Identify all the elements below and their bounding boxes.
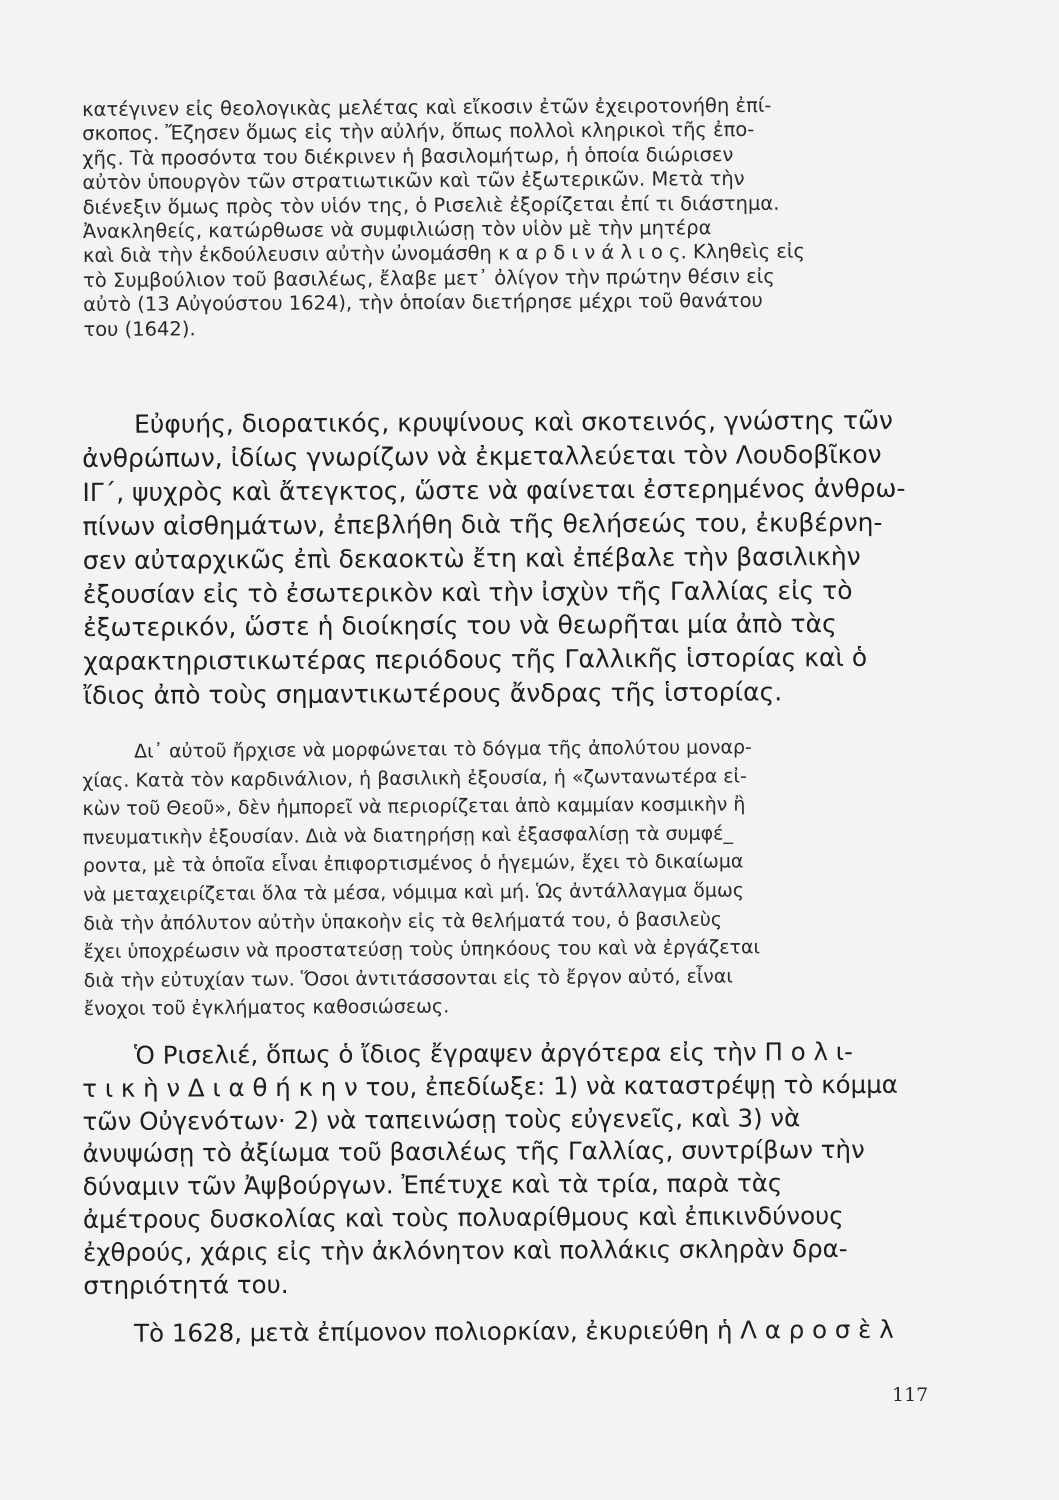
text-line: σεν αὐταρχικῶς ἐπὶ δεκαοκτὼ ἔτη καὶ ἐπέβαλε τὴν βασιλικὴν: [82, 541, 861, 575]
text-line: κατέγινεν εἰς θεολογικὰς μελέτας καὶ εἴκοσιν ἐτῶν ἐχειροτονήθη ἐπί-: [82, 93, 772, 121]
text-line: ΙΓ´, ψυχρὸς καὶ ἄτεγκτος, ὥστε νὰ φαίνεται ἐστερημένος ἀνθρω-: [82, 473, 906, 507]
page-number: 117: [892, 1384, 929, 1406]
text-line: χίας. Κατὰ τὸν καρδινάλιον, ἡ βασιλικὴ ἐξουσία, ἡ «ζωντανωτέρα εἰ-: [82, 764, 747, 792]
text-line: χαρακτηριστικωτέρας περιόδους τῆς Γαλλικῆς ἱστορίας καὶ ὁ: [83, 643, 868, 677]
text-line: χῆς. Τὰ προσόντα του διέκρινεν ἡ βασιλομήτωρ, ἡ ὁποία διώρισεν: [82, 142, 734, 170]
paragraph-large-3: [82, 1314, 922, 1350]
text-line: αὐτὸν ὑπουργὸν τῶν στρατιωτικῶν καὶ τῶν ἐξωτερικῶν. Μετὰ τὴν: [82, 167, 745, 195]
text-line: κὼν τοῦ Θεοῦ», δὲν ἠμπορεῖ νὰ περιορίζεται ἀπὸ καμμίαν κοσμικὴν ἢ: [82, 793, 746, 821]
text-line: του (1642).: [83, 316, 196, 341]
text-line: δύναμιν τῶν Ἀψβούργων. Ἐπέτυχε καὶ τὰ τρία, παρὰ τὰς: [82, 1168, 783, 1202]
text-line: ἴδιος ἀπὸ τοὺς σημαντικωτέρους ἄνδρας τῆς ἱστορίας.: [83, 677, 783, 711]
text-line: ἔνοχοι τοῦ ἐγκλήματος καθοσιώσεως.: [83, 995, 450, 1021]
text-line: τ ι κ ὴ ν Δ ι α θ ή κ η ν του, ἐπεδίωξε: 1) νὰ καταστρέψῃ τὸ κόμμα: [82, 1069, 898, 1103]
text-line: στηριότητά του.: [83, 1269, 289, 1300]
text-line: ἀμέτρους δυσκολίας καὶ τοὺς πολυαρίθμους καὶ ἐπικινδύνους: [82, 1200, 844, 1234]
text-line: διὰ τὴν εὐτυχίαν των. Ὅσοι ἀντιτάσσονται εἰς τὸ ἔργον αὐτό, εἶναι: [83, 965, 733, 992]
paragraph-large-1: [82, 404, 924, 714]
text-line: Δι᾽ αὐτοῦ ἤρχισε νὰ μορφώνεται τὸ δόγμα τῆς ἀπολύτου μοναρ-: [134, 736, 752, 763]
text-line: Ὁ Ρισελιέ, ὅπως ὁ ἴδιος ἔγραψεν ἀργότερα εἰς τὴν Π ο λ ι-: [134, 1036, 853, 1070]
text-line: νὰ μεταχειρίζεται ὅλα τὰ μέσα, νόμιμα καὶ μή. Ὡς ἀντάλλαγμα ὅμως: [83, 879, 745, 906]
text-line: αὐτὸ (13 Αὐγούστου 1624), τὴν ὁποίαν διετήρησε μέχρι τοῦ θανάτου: [83, 289, 763, 317]
text-line: Τὸ 1628, μετὰ ἐπίμονον πολιορκίαν, ἐκυριεύθη ἡ Λ α ρ ο σ ὲ λ: [134, 1314, 894, 1348]
text-line: καὶ διὰ τὴν ἐκδούλευσιν αὐτὴν ὠνομάσθη κ α ρ δ ι ν ά λ ι ο ς. Κληθεὶς εἰς: [82, 240, 805, 268]
text-line: σκοπος. Ἔζησεν ὅμως εἰς τὴν αὐλήν, ὅπως πολλοὶ κληρικοὶ τῆς ἐπο-: [82, 118, 755, 146]
text-line: ἀνυψώσῃ τὸ ἀξίωμα τοῦ βασιλέως τῆς Γαλλίας, συντρίβων τὴν: [82, 1135, 865, 1169]
text-line: τὸ Συμβούλιον τοῦ βασιλέως, ἔλαβε μετ᾽ ὀλίγον τὴν πρώτην θέσιν εἰς: [83, 264, 775, 292]
text-line: ἐχθρούς, χάρις εἰς τὴν ἀκλόνητον καὶ πολλάκις σκληρὰν δρα-: [83, 1233, 848, 1267]
paragraph-large-2: [82, 1036, 923, 1303]
text-line: ἀνθρώπων, ἰδίως γνωρίζων νὰ ἐκμεταλλεύεται τὸν Λουδοβῖκον: [82, 439, 882, 473]
text-line: πίνων αἰσθημάτων, ἐπεβλήθη διὰ τῆς θελήσεώς του, ἐκυβέρνη-: [82, 507, 883, 541]
text-line: διὰ τὴν ἀπόλυτον αὐτὴν ὑπακοὴν εἰς τὰ θελήματά του, ὁ βασιλεὺς: [83, 908, 723, 935]
text-line: ροντα, μὲ τὰ ὁποῖα εἶναι ἐπιφορτισμένος ὁ ἡγεμών, ἔχει τὸ δικαίωμα: [82, 850, 744, 878]
text-line: τῶν Οὐγενότων· 2) νὰ ταπεινώσῃ τοὺς εὐγενεῖς, καὶ 3) νὰ: [82, 1102, 801, 1136]
text-line: ἔχει ὑποχρέωσιν νὰ προστατεύσῃ τοὺς ὑπηκόους του καὶ νὰ ἐργάζεται: [83, 936, 760, 964]
paragraph-small-2: [82, 732, 924, 1024]
text-line: ἐξωτερικόν, ὥστε ἡ διοίκησίς του νὰ θεωρῆται μία ἀπὸ τὰς: [83, 609, 837, 643]
text-line: Εὐφυής, διορατικός, κρυψίνους καὶ σκοτεινός, γνώστης τῶν: [134, 405, 894, 439]
paragraph-small-1: [82, 93, 923, 342]
text-line: Ἀνακληθείς, κατώρθωσε νὰ συμφιλιώσῃ τὸν υἱὸν μὲ τὴν μητέρα: [82, 216, 712, 244]
text-line: πνευματικὴν ἐξουσίαν. Διὰ νὰ διατηρήσῃ καὶ ἐξασφαλίσῃ τὰ συμφέ_: [82, 822, 733, 849]
text-line: ἐξουσίαν εἰς τὸ ἐσωτερικὸν καὶ τὴν ἰσχὺν τῆς Γαλλίας εἰς τὸ: [82, 575, 853, 609]
text-line: διένεξιν ὅμως πρὸς τὸν υἱόν της, ὁ Ρισελιὲ ἐξορίζεται ἐπί τι διάστημα.: [82, 191, 780, 219]
